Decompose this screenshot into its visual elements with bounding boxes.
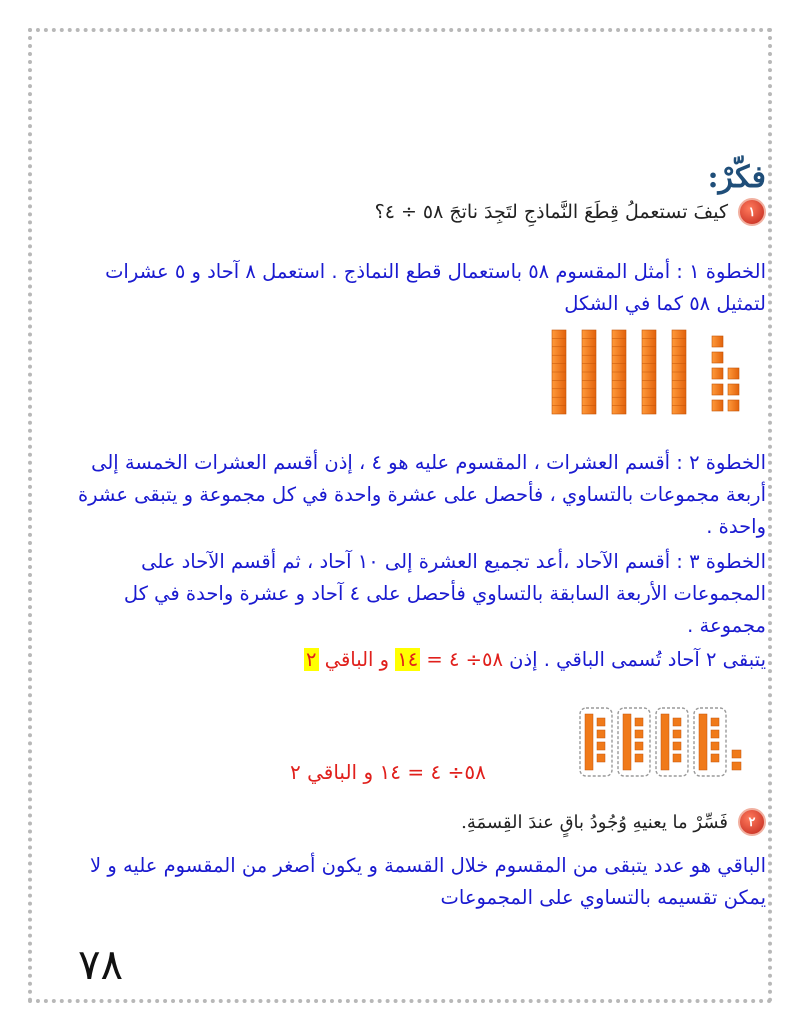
think-title: فكّرْ: bbox=[707, 160, 766, 195]
grouped-blocks-diagram bbox=[578, 706, 748, 778]
step-3-text: الخطوة ٣ : أقسم الآحاد ،أعد تجميع العشرة إلى ١٠ آحاد ، ثم أقسم الآحاد على المجموعات الأربعة السابقة بالتساوي فأحصل على ٤ آحاد و عشرة واحدة في كل مجموعة . bbox=[123, 550, 766, 637]
remainder-highlight: ٢ bbox=[306, 648, 317, 671]
question-2 bbox=[66, 808, 766, 836]
step-1-text: الخطوة ١ : أمثل المقسوم ٥٨ باستعمال قطع النماذج . استعمل ٨ آحاد و ٥ عشرات لتمثيل ٥٨ كما في الشكل bbox=[105, 260, 766, 315]
quotient-highlight: ١٤ bbox=[397, 648, 419, 671]
question-1-text: كيفَ تستعملُ قِطَعَ النَّماذجِ لتَجِدَ ناتجَ ٥٨ ÷ ٤؟ bbox=[374, 201, 728, 223]
ones-cubes bbox=[712, 336, 739, 411]
question-number-badge: ٢ bbox=[738, 808, 766, 836]
question-number-badge: ١ bbox=[738, 198, 766, 226]
base-ten-blocks-58 bbox=[548, 326, 748, 418]
result-equation: ٥٨÷ ٤ = ١٤ و الباقي ٢ bbox=[290, 760, 486, 784]
step-4-prefix: يتبقى ٢ آحاد تُسمى الباقي . إذن bbox=[502, 648, 766, 671]
answer-text: الباقي هو عدد يتبقى من المقسوم خلال القسمة و يكون أصغر من المقسوم عليه و لا يمكن تقسيمه بالتساوي على المجموعات bbox=[90, 854, 766, 909]
step-4-text bbox=[54, 644, 766, 676]
question-1 bbox=[66, 198, 766, 226]
question-2-text: فَسِّرْ ما يعنيهِ وُجُودُ باقٍ عندَ القِسمَةِ. bbox=[461, 811, 728, 833]
step-2-text: الخطوة ٢ : أقسم العشرات ، المقسوم عليه هو ٤ ، إذن أقسم العشرات الخمسة إلى أربعة مجموعات بالتساوي ، فأحصل على عشرة واحدة في كل مجموعة و يتبقى عشرة واحدة . bbox=[77, 451, 766, 538]
step-4-equation: ٥٨÷ ٤ = bbox=[420, 648, 503, 671]
remainder-label: و الباقي bbox=[318, 648, 396, 671]
page-number: ٧٨ bbox=[78, 940, 124, 989]
